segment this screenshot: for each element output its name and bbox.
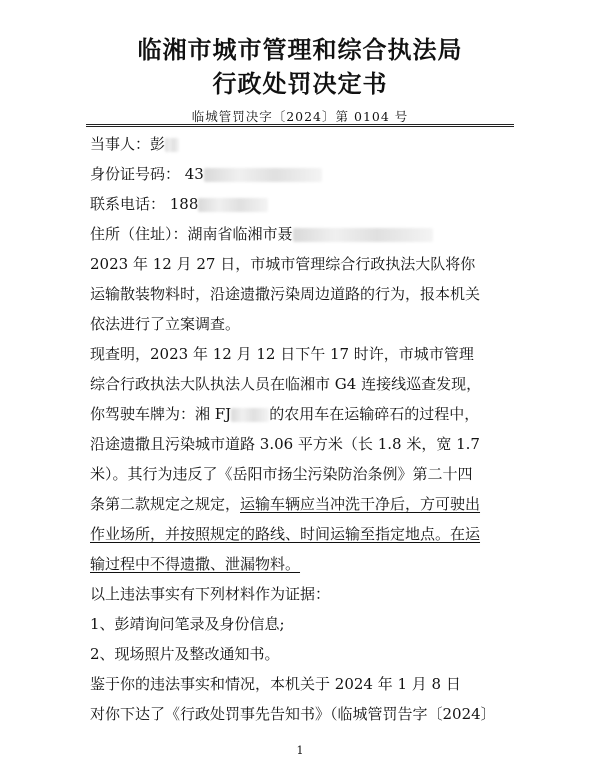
party-address-line	[90, 224, 520, 244]
body-line-plate	[90, 404, 520, 424]
redacted-phone	[198, 198, 268, 212]
page-number: 1	[296, 744, 304, 757]
regulation-quote: 运输车辆应当冲洗干净后，方可驶出	[240, 495, 481, 513]
header-rule-thin	[86, 126, 514, 127]
regulation-intro: 条第二款规定之规定，	[90, 495, 241, 513]
body-line: 现查明，2023 年 12 月 12 日下午 17 时许，市城市管理	[90, 345, 474, 363]
party-address-part: 聂	[277, 225, 293, 243]
redacted-id	[204, 168, 322, 182]
regulation-quote-line: 作业场所，并按照规定的路线、时间运输至指定地点。在运	[90, 525, 481, 543]
party-phone-line	[90, 194, 520, 214]
header-rule	[86, 124, 514, 125]
redacted-address	[293, 228, 433, 242]
evidence-item: 2、现场照片及整改通知书。	[90, 645, 280, 663]
redacted-plate	[231, 408, 269, 422]
body-line: 综合行政执法大队执法人员在临湘市 G4 连接线巡查发现，	[90, 375, 482, 393]
party-name-line	[90, 134, 520, 154]
party-id-label: 身份证号码： 43	[90, 165, 204, 183]
body-line: 2023 年 12 月 27 日，市城市管理综合行政执法大队将你	[90, 255, 476, 273]
body-line: 依法进行了立案调查。	[90, 315, 241, 333]
party-id-line	[90, 164, 520, 184]
plate-prefix: 你驾驶车牌为：湘 FJ	[90, 405, 232, 423]
body-line-regulation	[90, 494, 520, 514]
regulation-quote-line: 输过程中不得遗撒、泄漏物料。	[90, 555, 301, 573]
plate-suffix: 的农用车在运输碎石的过程中，	[269, 405, 480, 423]
body-line: 以上违法事实有下列材料作为证据：	[90, 585, 331, 603]
evidence-item: 1、彭靖询问笔录及身份信息;	[90, 615, 285, 633]
document-title: 行政处罚决定书	[212, 70, 388, 98]
party-name-label: 当事人：彭	[90, 135, 166, 153]
redacted-name	[165, 138, 179, 152]
body-line: 运输散装物料时，沿途遗撒污染周边道路的行为，报本机关	[90, 285, 481, 303]
body-line: 沿途遗撒且污染城市道路 3.06 平方米（长 1.8 米，宽 1.7	[90, 435, 480, 453]
body-line: 鉴于你的违法事实和情况，本机关于 2024 年 1 月 8 日	[90, 675, 461, 693]
body-line: 对你下达了《行政处罚事先告知书》（临城管罚告字〔2024〕	[90, 705, 496, 723]
document-number: 临城管罚决字〔2024〕第 0104 号	[191, 109, 409, 124]
party-address-label: 住所（住址）：湖南省临湘市	[90, 225, 278, 243]
party-phone-label: 联系电话： 188	[90, 195, 199, 213]
agency-title: 临湘市城市管理和综合执法局	[137, 36, 463, 64]
body-line: 米）。其行为违反了《岳阳市扬尘污染防治条例》第二十四	[90, 465, 473, 483]
